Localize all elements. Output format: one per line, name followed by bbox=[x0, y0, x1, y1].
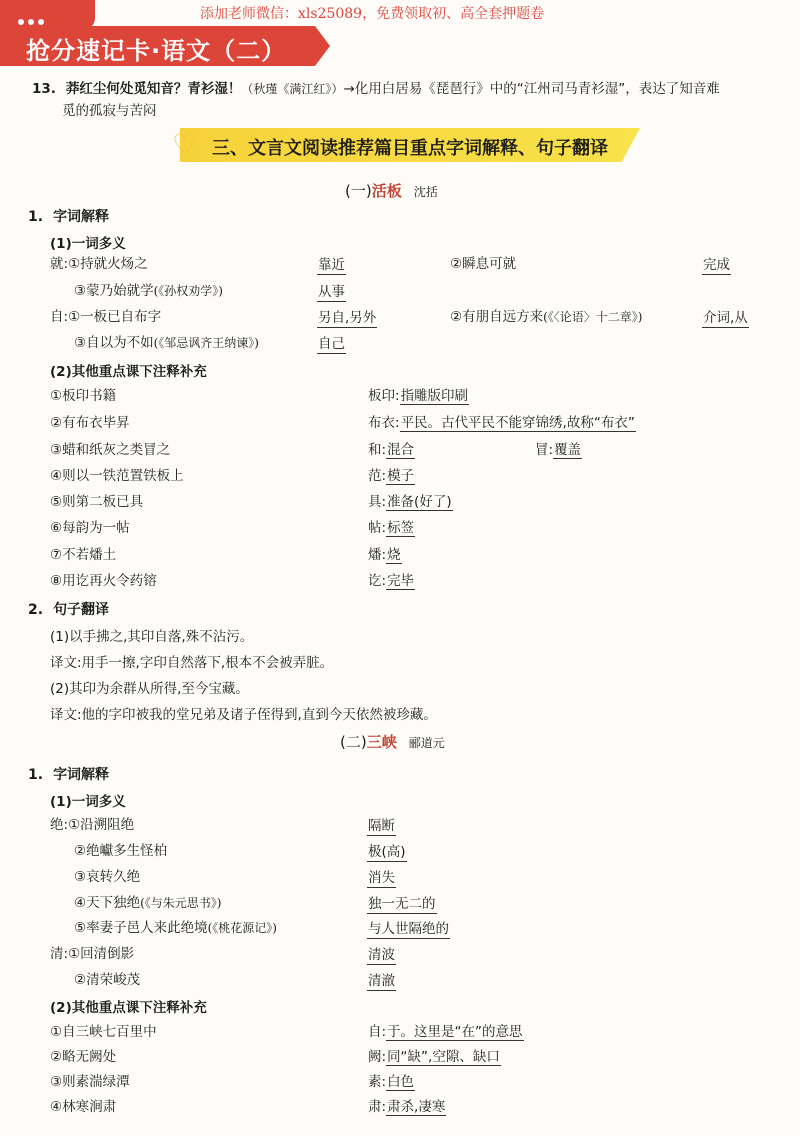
part-heading-2 bbox=[340, 731, 445, 752]
note-quote: ④林寒涧肃 bbox=[50, 1099, 117, 1115]
note-quote: ③则素湍绿潭 bbox=[50, 1074, 130, 1090]
poly-source: (《邹忌讽齐王纳谏》) bbox=[153, 336, 259, 350]
poly-example: ③自以为不如 bbox=[74, 335, 154, 351]
note-entry bbox=[368, 413, 636, 433]
part-label: (二) bbox=[340, 733, 367, 751]
poly-row bbox=[450, 307, 642, 327]
note-entry bbox=[368, 1047, 501, 1067]
poly-head: 自: bbox=[50, 309, 69, 325]
heading-number: 1. bbox=[28, 209, 44, 225]
note-word: 讫: bbox=[368, 573, 387, 589]
sentence-original: (1)以手拂之,其印自落,殊不沾污。 bbox=[50, 629, 254, 645]
note-quote: ⑥每韵为一帖 bbox=[50, 520, 130, 536]
poly-example: ⑤率妻子邑人来此绝境 bbox=[74, 920, 208, 936]
part-heading-1 bbox=[345, 180, 438, 201]
note-entry bbox=[368, 518, 415, 538]
poly-answer: 完成 bbox=[703, 257, 730, 273]
note-answer: 肃杀,凄寒 bbox=[387, 1099, 446, 1115]
poly-example: ①一板已自布字 bbox=[68, 309, 162, 325]
sentence-translation: 译文:用手一擦,字印自然落下,根本不会被弄脏。 bbox=[50, 655, 334, 671]
section-title: 三、文言文阅读推荐篇目重点字词解释、句子翻译 bbox=[212, 138, 608, 159]
note-quote: ⑦不若燔土 bbox=[50, 547, 117, 563]
note-answer: 准备(好了) bbox=[387, 494, 452, 510]
poly-answer: 极(高) bbox=[368, 844, 406, 860]
note-word: 具: bbox=[368, 494, 387, 510]
part-author: 沈括 bbox=[413, 185, 438, 199]
poly-answer: 独一无二的 bbox=[368, 896, 436, 912]
page-title: 抢分速记卡·语文（二） bbox=[26, 37, 287, 65]
item-text-continued: 觅的孤寂与苦闷 bbox=[62, 103, 157, 119]
poly-head: 清: bbox=[50, 946, 69, 962]
item-text: →化用白居易《琵琶行》中的“江州司马青衫湿”，表达了知音难 bbox=[343, 81, 720, 97]
watermark-text: 添加老师微信：xls25089，免费领取初、高全套押题卷 bbox=[200, 6, 545, 22]
poly-source: (《桃花源记》) bbox=[207, 921, 277, 935]
poly-head: 绝: bbox=[50, 817, 69, 833]
poly-answer: 隔断 bbox=[368, 818, 395, 834]
part-author: 郦道元 bbox=[408, 736, 445, 750]
poly-answer: 自己 bbox=[318, 336, 345, 352]
poly-example: ②瞬息可就 bbox=[450, 256, 517, 272]
poly-answer: 介词,从 bbox=[703, 310, 748, 326]
poly-row bbox=[50, 307, 161, 327]
note-word: 阙: bbox=[368, 1049, 387, 1065]
poly-example: ②绝巘多生怪柏 bbox=[74, 843, 168, 859]
heart-icon: ♡ bbox=[172, 128, 198, 161]
note-answer: 完毕 bbox=[387, 573, 415, 589]
poly-answer: 清波 bbox=[368, 947, 395, 963]
note-answer: 平民。古代平民不能穿锦绣,故称“布衣” bbox=[400, 415, 635, 431]
note-word: 帖: bbox=[368, 520, 387, 536]
subheading-polysemy: (1)一词多义 bbox=[50, 236, 126, 252]
note-entry bbox=[368, 492, 453, 512]
note-entry bbox=[535, 440, 582, 460]
note-quote: ④则以一铁范置铁板上 bbox=[50, 468, 184, 484]
heading-number: 1. bbox=[28, 767, 44, 783]
subheading-polysemy: (1)一词多义 bbox=[50, 794, 126, 810]
part-name: 三峡 bbox=[366, 733, 397, 751]
item-number: 13. bbox=[32, 81, 56, 97]
note-word: 布衣: bbox=[368, 415, 400, 431]
poly-example: ③蒙乃始就学 bbox=[74, 283, 154, 299]
note-quote: ②有布衣毕昇 bbox=[50, 415, 130, 431]
note-quote: ③蜡和纸灰之类冒之 bbox=[50, 442, 171, 458]
note-word: 和: bbox=[368, 442, 387, 458]
note-answer: 标签 bbox=[387, 520, 415, 536]
poly-answer: 从事 bbox=[318, 284, 345, 300]
note-word: 素: bbox=[368, 1074, 387, 1090]
poly-answer: 与人世隔绝的 bbox=[368, 921, 449, 937]
note-answer: 白色 bbox=[387, 1074, 415, 1090]
note-answer: 混合 bbox=[387, 442, 415, 458]
note-entry bbox=[368, 386, 469, 406]
poly-answer: 另自,另外 bbox=[318, 310, 377, 326]
poly-example: ②清荣峻茂 bbox=[74, 972, 141, 988]
poly-example: ③哀转久绝 bbox=[74, 869, 141, 885]
item-13 bbox=[32, 78, 772, 122]
part-name: 活板 bbox=[371, 182, 402, 200]
sentence-translation: 译文:他的字印被我的堂兄弟及诸子侄得到,直到今天依然被珍藏。 bbox=[50, 707, 437, 723]
note-quote: ①板印书籍 bbox=[50, 388, 117, 404]
note-entry bbox=[368, 466, 415, 486]
note-quote: ②略无阙处 bbox=[50, 1049, 117, 1065]
note-answer: 于。这里是“在”的意思 bbox=[387, 1024, 523, 1040]
poly-row bbox=[50, 944, 134, 964]
heading-word-explain bbox=[28, 206, 109, 226]
poly-answer: 清澈 bbox=[368, 973, 395, 989]
heading-sentence-translate bbox=[28, 599, 109, 619]
note-quote: ⑧用讫再火令药镕 bbox=[50, 573, 157, 589]
poly-head: 就: bbox=[50, 256, 69, 272]
heading-label: 句子翻译 bbox=[53, 602, 110, 618]
poly-source: (《孙权劝学》) bbox=[153, 284, 223, 298]
part-label: (一) bbox=[345, 182, 372, 200]
note-word: 自: bbox=[368, 1024, 387, 1040]
note-entry bbox=[368, 1072, 415, 1092]
note-entry bbox=[368, 571, 415, 591]
note-word: 肃: bbox=[368, 1099, 387, 1115]
poly-row bbox=[74, 333, 259, 353]
note-word: 板印: bbox=[368, 388, 400, 404]
poly-answer: 消失 bbox=[368, 870, 395, 886]
poly-example: ①持就火炀之 bbox=[68, 256, 148, 272]
subheading-notes: (2)其他重点课下注释补充 bbox=[50, 1000, 207, 1016]
note-quote: ⑤则第二板已具 bbox=[50, 494, 144, 510]
poly-source: (《与朱元思书》) bbox=[140, 896, 222, 910]
item-lead: 莽红尘何处觅知音？青衫湿！ bbox=[65, 81, 242, 97]
poly-example: ①回清倒影 bbox=[68, 946, 135, 962]
note-answer: 模子 bbox=[387, 468, 415, 484]
poly-example: ④天下独绝 bbox=[74, 895, 141, 911]
poly-answer: 靠近 bbox=[318, 257, 345, 273]
note-entry bbox=[368, 1022, 524, 1042]
poly-example: ②有朋自远方来 bbox=[450, 309, 544, 325]
note-answer: 同“缺”,空隙、缺口 bbox=[387, 1049, 500, 1065]
note-word: 冒: bbox=[535, 442, 554, 458]
note-entry bbox=[368, 440, 415, 460]
heading-number: 2. bbox=[28, 602, 44, 618]
note-answer: 烧 bbox=[387, 547, 401, 563]
subheading-notes: (2)其他重点课下注释补充 bbox=[50, 364, 207, 380]
poly-row bbox=[74, 918, 277, 938]
note-quote: ①自三峡七百里中 bbox=[50, 1024, 157, 1040]
heading-word-explain bbox=[28, 764, 109, 784]
poly-row bbox=[74, 281, 223, 301]
heading-label: 字词解释 bbox=[53, 209, 110, 225]
poly-row bbox=[50, 815, 134, 835]
heading-label: 字词解释 bbox=[53, 767, 110, 783]
note-answer: 覆盖 bbox=[554, 442, 582, 458]
poly-row bbox=[50, 254, 148, 274]
note-answer: 指雕版印刷 bbox=[400, 388, 469, 404]
note-word: 范: bbox=[368, 468, 387, 484]
poly-source: (《〈论语〉十二章》) bbox=[543, 310, 643, 324]
note-entry bbox=[368, 1097, 446, 1117]
note-entry bbox=[368, 545, 402, 565]
item-source: （秋瑾《满江红》） bbox=[241, 82, 344, 96]
note-word: 燔: bbox=[368, 547, 387, 563]
poly-example: ①沿溯阻绝 bbox=[68, 817, 135, 833]
poly-row bbox=[74, 893, 221, 913]
sentence-original: (2)其印为余群从所得,至今宝藏。 bbox=[50, 681, 249, 697]
